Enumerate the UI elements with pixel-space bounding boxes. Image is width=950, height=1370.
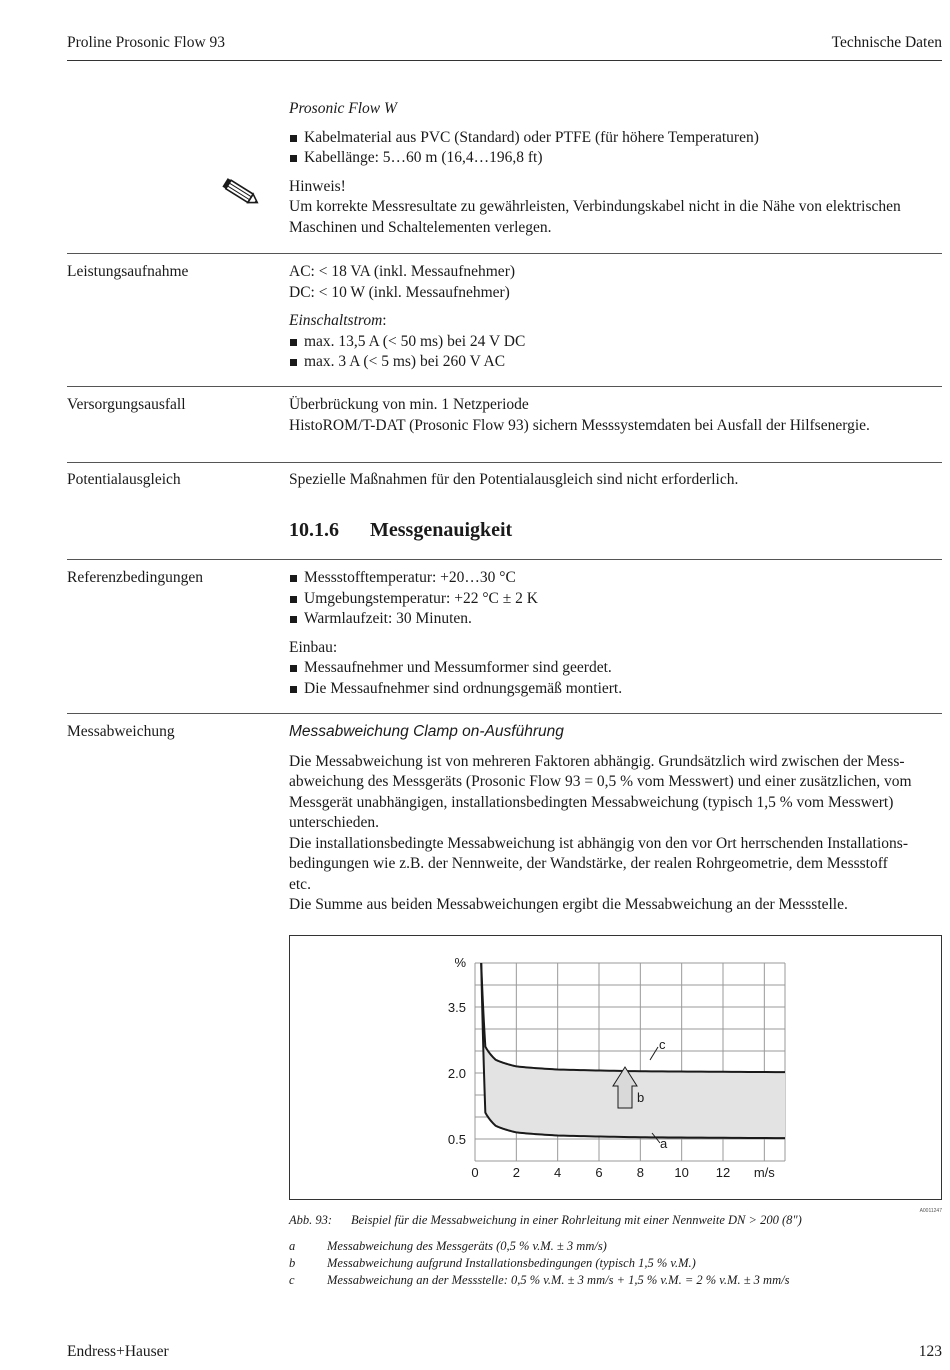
deviation-label: Messabweichung xyxy=(67,723,175,740)
figure-legend xyxy=(289,1238,942,1289)
label-leader-c xyxy=(650,1047,658,1060)
paragraph-line: Die Summe aus beiden Messabweichungen ergibt die Messabweichung an der Messstelle. xyxy=(289,896,848,913)
header-rule xyxy=(67,60,942,61)
bullet-icon xyxy=(290,359,297,366)
figure-code: A0011247 xyxy=(919,1208,942,1214)
cable-subtitle: Prosonic Flow W xyxy=(289,100,397,117)
reference-block xyxy=(289,568,942,699)
list-item: Kabelmaterial aus PVC (Standard) oder PTFE (für höhere Temperaturen) xyxy=(289,128,942,149)
potential-label: Potentialausgleich xyxy=(67,471,181,488)
x-tick-label: 6 xyxy=(595,1165,603,1180)
bullet-icon xyxy=(290,686,297,693)
section-rule xyxy=(67,462,942,463)
figure-frame xyxy=(289,935,942,1200)
cable-block xyxy=(289,99,942,238)
inrush-heading: Einschaltstrom: xyxy=(289,312,387,329)
page-number: 123 xyxy=(918,1343,942,1360)
reference-label: Referenzbedingungen xyxy=(67,569,203,586)
install-label: Einbau: xyxy=(289,638,338,656)
header-title: Proline Prosonic Flow 93 xyxy=(67,34,226,51)
note-text: Um korrekte Messresultate zu gewährleisten, Verbindungskabel nicht in die Nähe von elektrischen Maschinen und Schaltelementen verlegen. xyxy=(289,198,901,236)
x-tick-label: 12 xyxy=(715,1165,731,1180)
list-item: Umgebungstemperatur: +22 °C ± 2 K xyxy=(289,589,942,610)
paragraph-line: Die installationsbedingte Messabweichung ist abhängig von den vor Ort herrschenden Installations- xyxy=(289,834,908,852)
section-heading: 10.1.6 Messgenauigkeit xyxy=(289,519,513,541)
paragraph-line: bedingungen wie z.B. der Nennweite, der Wandstärke, der realen Rohrgeometrie, dem Messstoff xyxy=(289,855,888,872)
header-section: Technische Daten xyxy=(831,34,942,51)
power-dc: DC: < 10 W (inkl. Messaufnehmer) xyxy=(289,283,510,301)
list-item: max. 3 A (< 5 ms) bei 260 V AC xyxy=(289,352,942,373)
x-tick-label: 0 xyxy=(471,1165,479,1180)
legend-row: b Messabweichung aufgrund Installationsbedingungen (typisch 1,5 % v.M.) xyxy=(289,1256,696,1270)
x-tick-label: 8 xyxy=(636,1165,644,1180)
bullet-icon xyxy=(290,616,297,623)
bullet-icon xyxy=(290,135,297,142)
list-item: Kabellänge: 5…60 m (16,4…196,8 ft) xyxy=(289,148,942,169)
figure-caption: Abb. 93: Beispiel für die Messabweichung in einer Rohrleitung mit einer Nennweite DN > 200 (8") xyxy=(289,1213,802,1227)
legend-row: a Messabweichung des Messgeräts (0,5 % v.M. ± 3 mm/s) xyxy=(289,1239,607,1253)
y-tick-label: 0.5 xyxy=(447,1132,466,1147)
footer-brand: Endress+Hauser xyxy=(67,1343,169,1360)
list-item: Warmlaufzeit: 30 Minuten. xyxy=(289,609,942,630)
x-axis-unit: m/s xyxy=(753,1165,775,1180)
paragraph-line: Die Messabweichung ist von mehreren Faktoren abhängig. Grundsätzlich wird zwischen der Mess- xyxy=(289,752,905,770)
deviation-subtitle: Messabweichung Clamp on-Ausführung xyxy=(289,723,564,740)
section-rule xyxy=(67,559,942,560)
section-rule xyxy=(67,386,942,387)
x-tick-label: 10 xyxy=(674,1165,689,1180)
paragraph-line: Messgerät unabhängigen, installationsbedingten Messabweichung (typisch 1,5 % vom Messwert) xyxy=(289,793,894,811)
note-title: Hinweis! xyxy=(289,177,346,195)
paragraph-line: abweichung des Messgeräts (Prosonic Flow 93 = 0,5 % vom Messwert) und einer zusätzlichen, vom xyxy=(289,773,912,790)
x-tick-label: 4 xyxy=(554,1165,562,1180)
bullet-icon xyxy=(290,575,297,582)
label-a: a xyxy=(660,1136,668,1151)
power-ac: AC: < 18 VA (inkl. Messaufnehmer) xyxy=(289,263,516,280)
deviation-chart xyxy=(290,936,941,1199)
x-tick-label: 2 xyxy=(512,1165,520,1180)
list-item: Messaufnehmer und Messumformer sind geerdet. xyxy=(289,658,942,679)
list-item: Messstofftemperatur: +20…30 °C xyxy=(289,568,942,589)
supply-failure-block xyxy=(289,395,942,436)
power-label: Leistungsaufnahme xyxy=(67,263,189,280)
y-axis-unit: % xyxy=(454,955,466,970)
y-tick-label: 2.0 xyxy=(447,1066,466,1081)
supply-failure-line: Überbrückung von min. 1 Netzperiode xyxy=(289,396,529,413)
label-b: b xyxy=(637,1090,645,1105)
bullet-icon xyxy=(290,665,297,672)
bullet-icon xyxy=(290,155,297,162)
section-rule xyxy=(67,713,942,714)
legend-row: c Messabweichung an der Messstelle: 0,5 % v.M. ± 3 mm/s + 1,5 % v.M. = 2 % v.M. ± 3 mm/s xyxy=(289,1273,790,1287)
bullet-icon xyxy=(290,596,297,603)
paragraph-line: unterschieden. xyxy=(289,814,379,831)
supply-failure-line: HistoROM/T-DAT (Prosonic Flow 93) sichern Messsystemdaten bei Ausfall der Hilfsenergie. xyxy=(289,416,870,434)
potential-text: Spezielle Maßnahmen für den Potentialausgleich sind nicht erforderlich. xyxy=(289,471,739,488)
supply-failure-label: Versorgungsausfall xyxy=(67,396,186,413)
label-c: c xyxy=(659,1037,666,1052)
y-tick-label: 3.5 xyxy=(447,1000,466,1015)
power-block xyxy=(289,262,942,373)
paragraph-line: etc. xyxy=(289,875,311,893)
list-item: Die Messaufnehmer sind ordnungsgemäß montiert. xyxy=(289,679,942,700)
bullet-icon xyxy=(290,339,297,346)
series-line-c xyxy=(481,963,785,1072)
deviation-block xyxy=(289,722,942,916)
pencil-icon xyxy=(222,178,262,208)
section-rule xyxy=(67,253,942,254)
list-item: max. 13,5 A (< 50 ms) bei 24 V DC xyxy=(289,332,942,353)
